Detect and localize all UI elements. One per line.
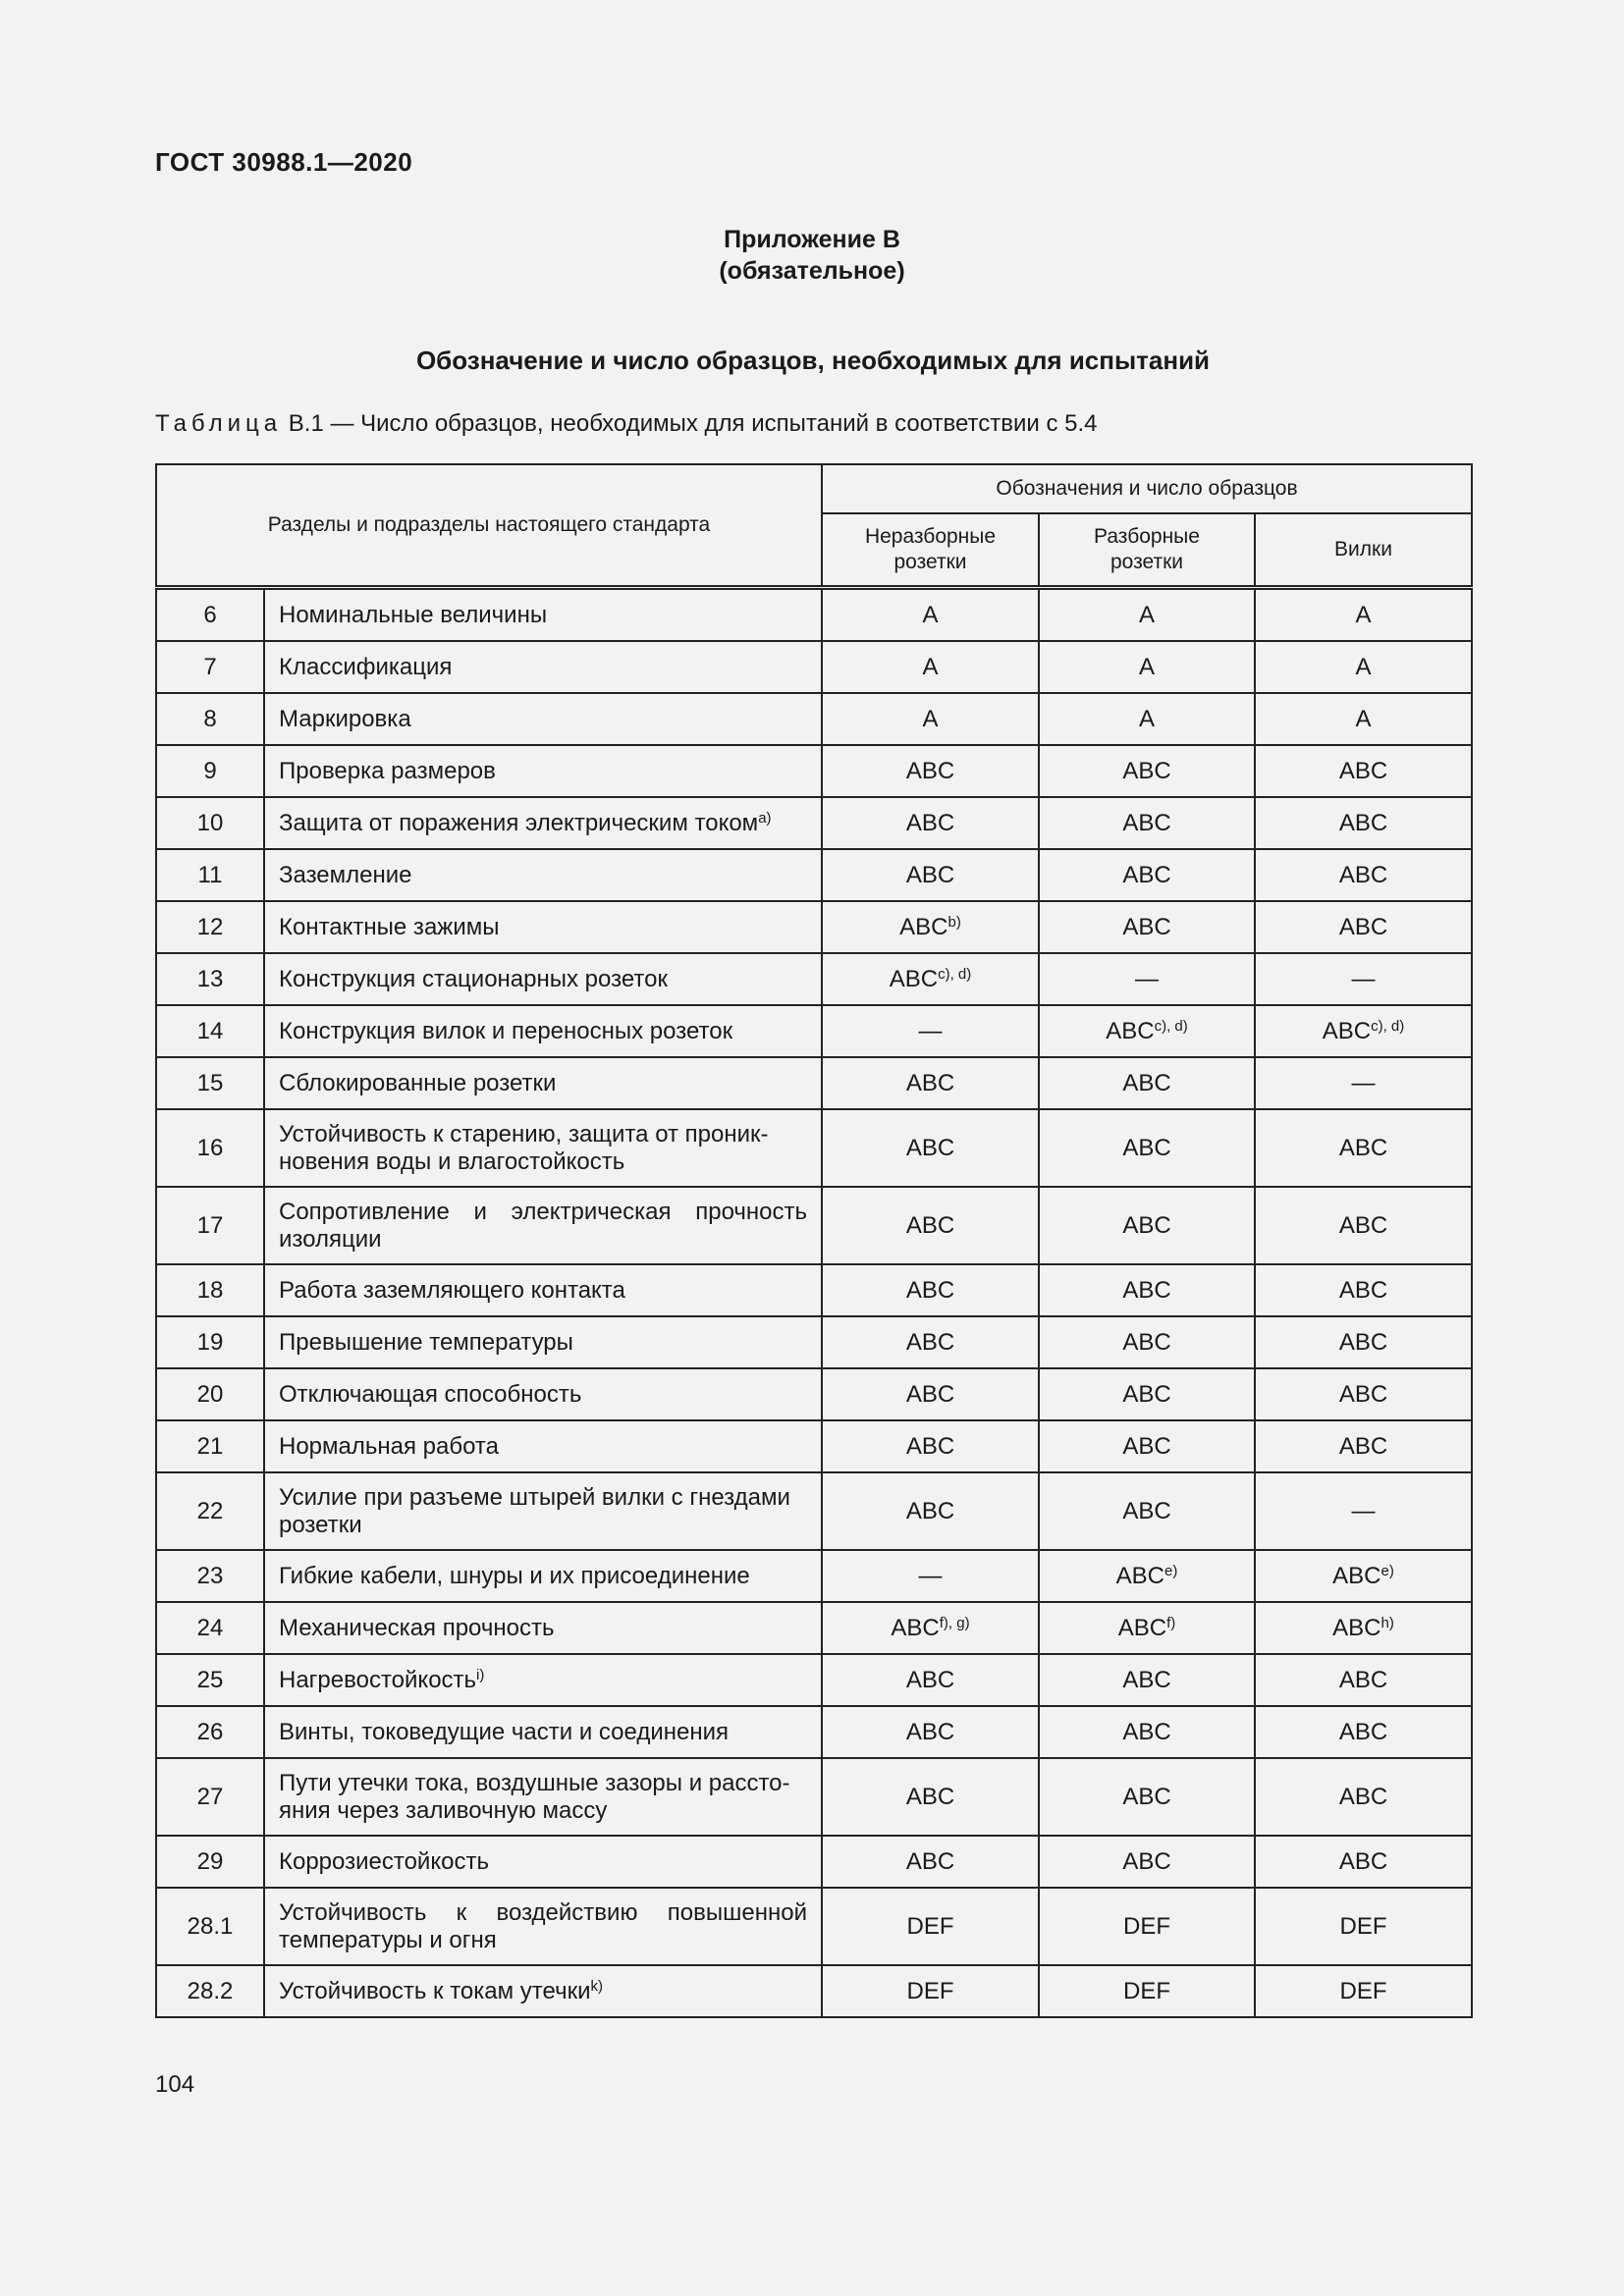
removable-value xyxy=(1039,797,1255,849)
cell-value: ABC xyxy=(905,1783,955,1810)
section-name-text: Нормальная работа xyxy=(279,1432,499,1460)
cell-value: ABC xyxy=(1332,1614,1381,1641)
cell-value: A xyxy=(922,601,939,628)
table-row xyxy=(156,849,1472,901)
nonremovable-value xyxy=(822,745,1039,797)
section-name-text: Сблокированные розетки xyxy=(279,1069,557,1096)
plugs-value xyxy=(1255,1472,1472,1550)
section-number: 14 xyxy=(156,1005,264,1057)
removable-value xyxy=(1039,693,1255,745)
removable-value xyxy=(1039,1109,1255,1187)
section-name xyxy=(264,1316,822,1368)
section-number: 11 xyxy=(156,849,264,901)
removable-value xyxy=(1039,588,1255,642)
cell-value: ABC xyxy=(905,1134,955,1161)
nonremovable-value xyxy=(822,1264,1039,1316)
section-name-text: Отключающая способность xyxy=(279,1380,582,1408)
removable-value xyxy=(1039,849,1255,901)
removable-value xyxy=(1039,1368,1255,1420)
plugs-value xyxy=(1255,588,1472,642)
cell-value: ABC xyxy=(1338,913,1388,940)
cell-value: ABC xyxy=(905,1718,955,1745)
section-name-text: Коррозиестойкость xyxy=(279,1847,489,1875)
table-row xyxy=(156,1005,1472,1057)
cell-value: — xyxy=(918,1562,943,1589)
section-number: 17 xyxy=(156,1187,264,1264)
footnote-mark: a) xyxy=(758,809,772,827)
cell-value: ABC xyxy=(1338,1432,1388,1460)
table-row xyxy=(156,1057,1472,1109)
section-name-text: Конструкция вилок и переносных розеток xyxy=(279,1017,733,1044)
header-designations-group: Обозначения и число образцов xyxy=(822,464,1472,513)
section-name xyxy=(264,1836,822,1888)
nonremovable-value xyxy=(822,953,1039,1005)
header-sections: Разделы и подразделы настоящего стандарта xyxy=(156,464,822,588)
cell-value: ABC xyxy=(1338,1380,1388,1408)
cell-value: A xyxy=(1355,705,1372,732)
section-name-text: Номинальные величины xyxy=(279,601,548,628)
nonremovable-value xyxy=(822,797,1039,849)
cell-value: DEF xyxy=(1339,1977,1387,2004)
section-number: 27 xyxy=(156,1758,264,1836)
nonremovable-value xyxy=(822,588,1039,642)
table-row xyxy=(156,1187,1472,1264)
table-row xyxy=(156,1965,1472,2017)
footnote-mark: i) xyxy=(476,1666,485,1683)
appendix-title: Приложение В xyxy=(724,226,900,253)
footnote-mark: b) xyxy=(947,913,961,931)
cell-value: A xyxy=(1355,653,1372,680)
section-name-text: Контактные зажимы xyxy=(279,913,500,940)
cell-value: ABC xyxy=(1122,1380,1171,1408)
cell-value: ABC xyxy=(891,1614,940,1641)
section-number: 28.2 xyxy=(156,1965,264,2017)
cell-value: — xyxy=(1135,965,1159,992)
plugs-value xyxy=(1255,1316,1472,1368)
section-name xyxy=(264,1109,822,1187)
footnote-mark: k) xyxy=(590,1977,603,1995)
section-name-text: Гибкие кабели, шнуры и их присоединение xyxy=(279,1562,750,1589)
section-number: 20 xyxy=(156,1368,264,1420)
section-name xyxy=(264,1472,822,1550)
removable-value xyxy=(1039,1420,1255,1472)
cell-value: A xyxy=(1138,705,1155,732)
cell-value: ABC xyxy=(1338,1328,1388,1356)
table-row xyxy=(156,1109,1472,1187)
footnote-mark: f) xyxy=(1166,1614,1176,1631)
section-name xyxy=(264,693,822,745)
section-name xyxy=(264,797,822,849)
plugs-value xyxy=(1255,641,1472,693)
appendix-note: (обязательное) xyxy=(719,257,905,285)
nonremovable-value xyxy=(822,1965,1039,2017)
table-row xyxy=(156,1472,1472,1550)
nonremovable-value xyxy=(822,1057,1039,1109)
nonremovable-value xyxy=(822,1187,1039,1264)
table-row xyxy=(156,1550,1472,1602)
section-number: 10 xyxy=(156,797,264,849)
plugs-value xyxy=(1255,797,1472,849)
section-name-text: Пути утечки тока, воздушные зазоры и рассто- яния через заливочную массу xyxy=(279,1769,790,1824)
footnote-mark: c), d) xyxy=(1371,1017,1405,1035)
cell-value: ABC xyxy=(1338,809,1388,836)
cell-value: ABC xyxy=(1122,1783,1171,1810)
cell-value: ABC xyxy=(1338,1134,1388,1161)
table-row xyxy=(156,1836,1472,1888)
cell-value: ABC xyxy=(1122,809,1171,836)
table-row xyxy=(156,1706,1472,1758)
removable-value xyxy=(1039,1316,1255,1368)
cell-value: DEF xyxy=(1339,1912,1387,1940)
cell-value: ABC xyxy=(1122,1276,1171,1304)
section-name xyxy=(264,849,822,901)
table-row xyxy=(156,1316,1472,1368)
table-row xyxy=(156,745,1472,797)
cell-value: DEF xyxy=(906,1977,954,2004)
nonremovable-value xyxy=(822,1654,1039,1706)
cell-value: A xyxy=(922,705,939,732)
section-name xyxy=(264,1706,822,1758)
section-name-text: Работа заземляющего контакта xyxy=(279,1276,625,1304)
section-name-text: Механическая прочность xyxy=(279,1614,555,1641)
cell-value: — xyxy=(1351,1069,1376,1096)
footnote-mark: c), d) xyxy=(938,965,972,983)
section-name xyxy=(264,1654,822,1706)
nonremovable-value xyxy=(822,693,1039,745)
section-name xyxy=(264,588,822,642)
nonremovable-value xyxy=(822,1888,1039,1965)
table-row xyxy=(156,901,1472,953)
section-number: 15 xyxy=(156,1057,264,1109)
cell-value: ABC xyxy=(905,1380,955,1408)
plugs-value xyxy=(1255,1264,1472,1316)
section-name xyxy=(264,641,822,693)
nonremovable-value xyxy=(822,1758,1039,1836)
section-name-text: Устойчивость к воздействию повышенной температуры и огня xyxy=(279,1898,807,1953)
cell-value: ABC xyxy=(1322,1017,1372,1044)
nonremovable-value xyxy=(822,1420,1039,1472)
section-number: 21 xyxy=(156,1420,264,1472)
table-row xyxy=(156,1758,1472,1836)
removable-value xyxy=(1039,1654,1255,1706)
plugs-value xyxy=(1255,1758,1472,1836)
plugs-value xyxy=(1255,1836,1472,1888)
nonremovable-value xyxy=(822,901,1039,953)
cell-value: ABC xyxy=(1122,1847,1171,1875)
removable-value xyxy=(1039,1057,1255,1109)
cell-value: — xyxy=(1351,1497,1376,1524)
removable-value xyxy=(1039,1706,1255,1758)
plugs-value xyxy=(1255,901,1472,953)
header-removable-sockets: Разборные розетки xyxy=(1039,513,1255,588)
section-number: 16 xyxy=(156,1109,264,1187)
table-row xyxy=(156,1654,1472,1706)
table-body xyxy=(156,588,1472,2018)
nonremovable-value xyxy=(822,1836,1039,1888)
cell-value: DEF xyxy=(906,1912,954,1940)
plugs-value xyxy=(1255,1187,1472,1264)
section-name-text: Устойчивость к старению, защита от проник- новения воды и влагостойкость xyxy=(279,1120,769,1175)
cell-value: ABC xyxy=(905,1069,955,1096)
cell-value: ABC xyxy=(1338,1666,1388,1693)
cell-value: A xyxy=(1138,653,1155,680)
cell-value: A xyxy=(1138,601,1155,628)
table-row xyxy=(156,1420,1472,1472)
cell-value: ABC xyxy=(1338,861,1388,888)
section-name-text: Конструкция стационарных розеток xyxy=(279,965,668,992)
cell-value: ABC xyxy=(1122,1328,1171,1356)
cell-value: ABC xyxy=(1122,1069,1171,1096)
cell-value: — xyxy=(1351,965,1376,992)
section-number: 24 xyxy=(156,1602,264,1654)
table-row xyxy=(156,797,1472,849)
removable-value xyxy=(1039,1187,1255,1264)
section-name-text: Заземление xyxy=(279,861,412,888)
cell-value: ABC xyxy=(1122,1211,1171,1239)
table-row xyxy=(156,641,1472,693)
cell-value: ABC xyxy=(1122,1497,1171,1524)
appendix-heading xyxy=(0,224,1624,287)
table-row xyxy=(156,693,1472,745)
section-name-text: Классификация xyxy=(279,653,453,680)
samples-table xyxy=(155,463,1473,2018)
page-number: 104 xyxy=(155,2071,195,2098)
nonremovable-value xyxy=(822,641,1039,693)
plugs-value xyxy=(1255,1550,1472,1602)
removable-value xyxy=(1039,1836,1255,1888)
footnote-mark: h) xyxy=(1380,1614,1394,1631)
cell-value: ABC xyxy=(905,757,955,784)
plugs-value xyxy=(1255,1420,1472,1472)
table-row xyxy=(156,953,1472,1005)
section-title: Обозначение и число образцов, необходимых для испытаний xyxy=(415,346,1211,375)
section-number: 12 xyxy=(156,901,264,953)
cell-value: ABC xyxy=(1122,1718,1171,1745)
nonremovable-value xyxy=(822,1706,1039,1758)
cell-value: ABC xyxy=(1338,1783,1388,1810)
section-number: 26 xyxy=(156,1706,264,1758)
section-name xyxy=(264,953,822,1005)
plugs-value xyxy=(1255,1109,1472,1187)
cell-value: ABC xyxy=(1122,861,1171,888)
cell-value: ABC xyxy=(1338,1847,1388,1875)
removable-value xyxy=(1039,1005,1255,1057)
footnote-mark: c), d) xyxy=(1154,1017,1188,1035)
removable-value xyxy=(1039,1550,1255,1602)
cell-value: ABC xyxy=(1115,1562,1164,1589)
removable-value xyxy=(1039,901,1255,953)
section-number: 28.1 xyxy=(156,1888,264,1965)
section-name xyxy=(264,1187,822,1264)
section-name xyxy=(264,745,822,797)
section-name xyxy=(264,1264,822,1316)
cell-value: A xyxy=(922,653,939,680)
section-name-text: Винты, токоведущие части и соединения xyxy=(279,1718,730,1745)
removable-value xyxy=(1039,1888,1255,1965)
footnote-mark: e) xyxy=(1164,1562,1178,1579)
table-caption-label: Таблица xyxy=(155,410,283,437)
cell-value: ABC xyxy=(1338,1276,1388,1304)
footnote-mark: f), g) xyxy=(939,1614,970,1631)
table-row xyxy=(156,588,1472,642)
cell-value: ABC xyxy=(1338,1211,1388,1239)
plugs-value xyxy=(1255,1965,1472,2017)
plugs-value xyxy=(1255,1057,1472,1109)
section-name-text: Защита от поражения электрическим током xyxy=(279,809,759,836)
cell-value: ABC xyxy=(1117,1614,1167,1641)
removable-value xyxy=(1039,1758,1255,1836)
section-name xyxy=(264,1005,822,1057)
section-name-text: Усилие при разъеме штырей вилки с гнездами розетки xyxy=(279,1483,790,1538)
section-name-text: Нагревостойкость xyxy=(279,1666,477,1693)
cell-value: ABC xyxy=(1122,1134,1171,1161)
section-name-text: Устойчивость к токам утечки xyxy=(279,1977,591,2004)
cell-value: ABC xyxy=(905,1497,955,1524)
header-plugs: Вилки xyxy=(1255,513,1472,588)
plugs-value xyxy=(1255,745,1472,797)
cell-value: ABC xyxy=(899,913,948,940)
footnote-mark: e) xyxy=(1380,1562,1394,1579)
cell-value: ABC xyxy=(1338,757,1388,784)
section-number: 23 xyxy=(156,1550,264,1602)
section-name xyxy=(264,1758,822,1836)
table-caption-text: В.1 — Число образцов, необходимых для испытаний в соответствии с 5.4 xyxy=(288,410,1098,437)
cell-value: DEF xyxy=(1123,1977,1170,2004)
section-number: 13 xyxy=(156,953,264,1005)
plugs-value xyxy=(1255,1654,1472,1706)
section-name xyxy=(264,1888,822,1965)
cell-value: ABC xyxy=(905,1666,955,1693)
section-number: 19 xyxy=(156,1316,264,1368)
cell-value: ABC xyxy=(905,1276,955,1304)
section-name xyxy=(264,1368,822,1420)
removable-value xyxy=(1039,1965,1255,2017)
section-name-text: Маркировка xyxy=(279,705,411,732)
plugs-value xyxy=(1255,1005,1472,1057)
cell-value: ABC xyxy=(1122,1666,1171,1693)
table-caption xyxy=(155,410,1098,438)
section-number: 29 xyxy=(156,1836,264,1888)
plugs-value xyxy=(1255,693,1472,745)
cell-value: ABC xyxy=(1122,913,1171,940)
section-name xyxy=(264,1550,822,1602)
section-name xyxy=(264,1965,822,2017)
nonremovable-value xyxy=(822,1550,1039,1602)
samples-table-container xyxy=(155,463,1471,2018)
section-name-text: Сопротивление и электрическая прочность изоляции xyxy=(279,1198,807,1253)
nonremovable-value xyxy=(822,1602,1039,1654)
plugs-value xyxy=(1255,1706,1472,1758)
removable-value xyxy=(1039,953,1255,1005)
plugs-value xyxy=(1255,1368,1472,1420)
nonremovable-value xyxy=(822,1368,1039,1420)
cell-value: ABC xyxy=(905,1847,955,1875)
table-row xyxy=(156,1888,1472,1965)
table-row xyxy=(156,1602,1472,1654)
section-number: 9 xyxy=(156,745,264,797)
cell-value: ABC xyxy=(905,1328,955,1356)
section-name xyxy=(264,1420,822,1472)
plugs-value xyxy=(1255,1888,1472,1965)
nonremovable-value xyxy=(822,1005,1039,1057)
cell-value: ABC xyxy=(1332,1562,1381,1589)
cell-value: ABC xyxy=(905,1432,955,1460)
cell-value: ABC xyxy=(1338,1718,1388,1745)
section-name xyxy=(264,1057,822,1109)
cell-value: ABC xyxy=(905,861,955,888)
removable-value xyxy=(1039,1472,1255,1550)
cell-value: ABC xyxy=(1122,757,1171,784)
section-name-text: Проверка размеров xyxy=(279,757,496,784)
table-row xyxy=(156,1368,1472,1420)
cell-value: A xyxy=(1355,601,1372,628)
plugs-value xyxy=(1255,849,1472,901)
section-number: 25 xyxy=(156,1654,264,1706)
section-number: 8 xyxy=(156,693,264,745)
removable-value xyxy=(1039,641,1255,693)
cell-value: ABC xyxy=(889,965,939,992)
section-number: 22 xyxy=(156,1472,264,1550)
nonremovable-value xyxy=(822,1472,1039,1550)
cell-value: — xyxy=(918,1017,943,1044)
cell-value: ABC xyxy=(905,809,955,836)
nonremovable-value xyxy=(822,1109,1039,1187)
cell-value: ABC xyxy=(1122,1432,1171,1460)
section-name-text: Превышение температуры xyxy=(279,1328,573,1356)
header-nonremovable-sockets: Неразборные розетки xyxy=(822,513,1039,588)
section-number: 6 xyxy=(156,588,264,642)
cell-value: ABC xyxy=(905,1211,955,1239)
section-name xyxy=(264,1602,822,1654)
removable-value xyxy=(1039,1602,1255,1654)
section-number: 7 xyxy=(156,641,264,693)
removable-value xyxy=(1039,1264,1255,1316)
removable-value xyxy=(1039,745,1255,797)
section-number: 18 xyxy=(156,1264,264,1316)
table-row xyxy=(156,1264,1472,1316)
nonremovable-value xyxy=(822,1316,1039,1368)
plugs-value xyxy=(1255,1602,1472,1654)
cell-value: ABC xyxy=(1106,1017,1155,1044)
document-code: ГОСТ 30988.1—2020 xyxy=(155,147,413,177)
nonremovable-value xyxy=(822,849,1039,901)
cell-value: DEF xyxy=(1123,1912,1170,1940)
section-name xyxy=(264,901,822,953)
plugs-value xyxy=(1255,953,1472,1005)
